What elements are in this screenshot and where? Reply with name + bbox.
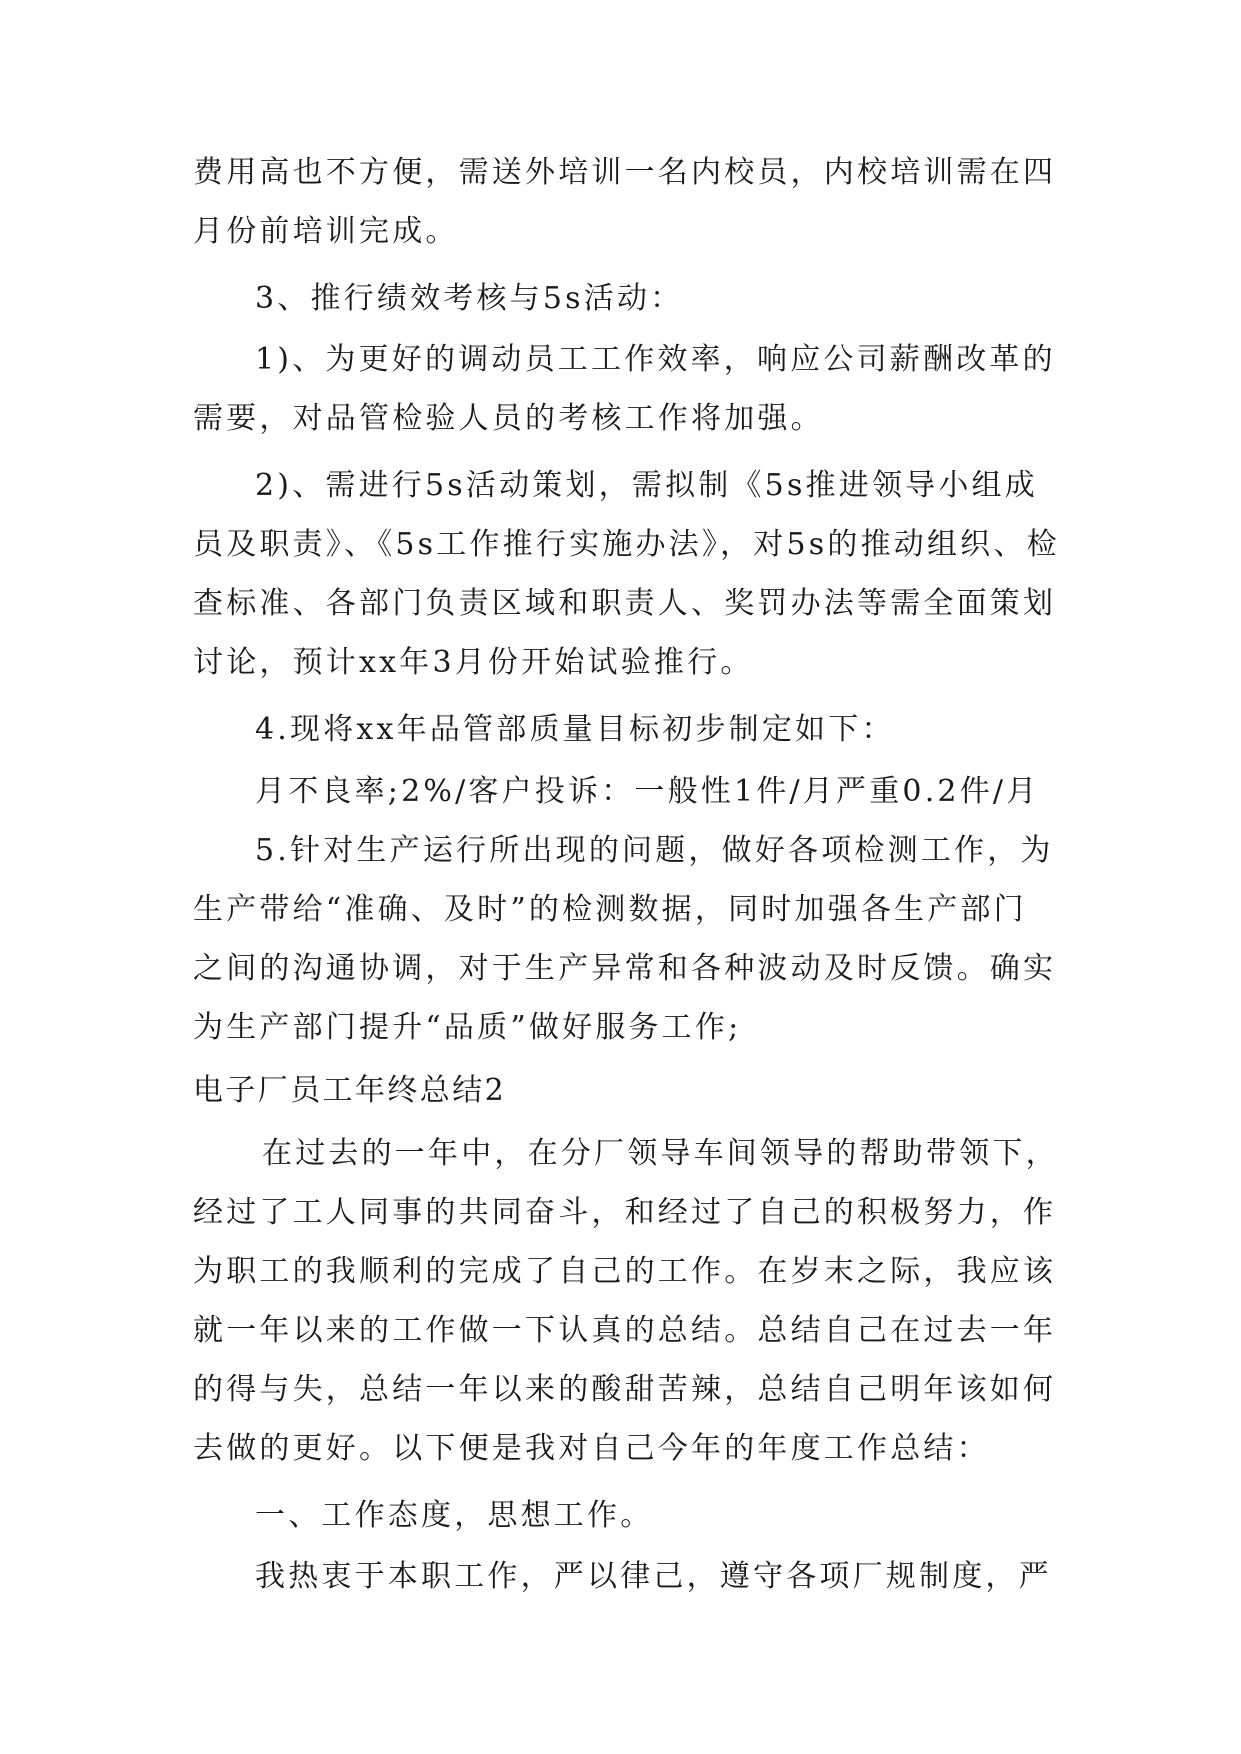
body-line: 之间的沟通协调，对于生产异常和各种波动及时反馈。确实 bbox=[193, 951, 1057, 986]
body-line: 经过了工人同事的共同奋斗，和经过了自己的积极努力，作 bbox=[193, 1195, 1057, 1230]
body-line: 4.现将xx年品管部质量目标初步制定如下： bbox=[255, 712, 895, 747]
body-line: 就一年以来的工作做一下认真的总结。总结自己在过去一年 bbox=[193, 1313, 1057, 1348]
body-line: 的得与失，总结一年以来的酸甜苦辣，总结自己明年该如何 bbox=[193, 1372, 1057, 1407]
body-line: 员及职责》、《5s工作推行实施办法》，对5s的推动组织、检 bbox=[193, 527, 1060, 562]
body-line: 去做的更好。以下便是我对自己今年的年度工作总结： bbox=[193, 1431, 990, 1466]
body-line: 费用高也不方便，需送外培训一名内校员，内校培训需在四 bbox=[193, 155, 1057, 190]
body-line: 查标准、各部门负责区域和职责人、奖罚办法等需全面策划 bbox=[193, 586, 1057, 621]
section-title: 电子厂员工年终总结2 bbox=[193, 1073, 507, 1108]
body-line: 为生产部门提升“品质”做好服务工作; bbox=[193, 1010, 742, 1045]
body-line: 月不良率;2%/客户投诉：一般性1件/月严重0.2件/月 bbox=[255, 774, 1040, 809]
body-line: 我热衷于本职工作，严以律己，遵守各项厂规制度，严 bbox=[255, 1559, 1052, 1594]
body-line: 讨论，预计xx年3月份开始试验推行。 bbox=[193, 645, 754, 680]
body-line: 需要，对品管检验人员的考核工作将加强。 bbox=[193, 401, 824, 436]
section-heading: 3、推行绩效考核与5s活动： bbox=[255, 281, 684, 316]
section-heading: 一、工作态度，思想工作。 bbox=[255, 1498, 654, 1533]
body-line: 2)、需进行5s活动策划，需拟制《5s推进领导小组成 bbox=[255, 468, 1038, 503]
body-line: 在过去的一年中，在分厂领导车间领导的帮助带领下， bbox=[262, 1136, 1059, 1171]
body-line: 生产带给“准确、及时”的检测数据，同时加强各生产部门 bbox=[193, 892, 1027, 927]
body-line: 1)、为更好的调动员工工作效率，响应公司薪酬改革的 bbox=[255, 342, 1056, 377]
body-line: 5.针对生产运行所出现的问题，做好各项检测工作，为 bbox=[255, 833, 1054, 868]
body-line: 为职工的我顺利的完成了自己的工作。在岁末之际，我应该 bbox=[193, 1254, 1057, 1289]
body-line: 月份前培训完成。 bbox=[193, 214, 459, 249]
